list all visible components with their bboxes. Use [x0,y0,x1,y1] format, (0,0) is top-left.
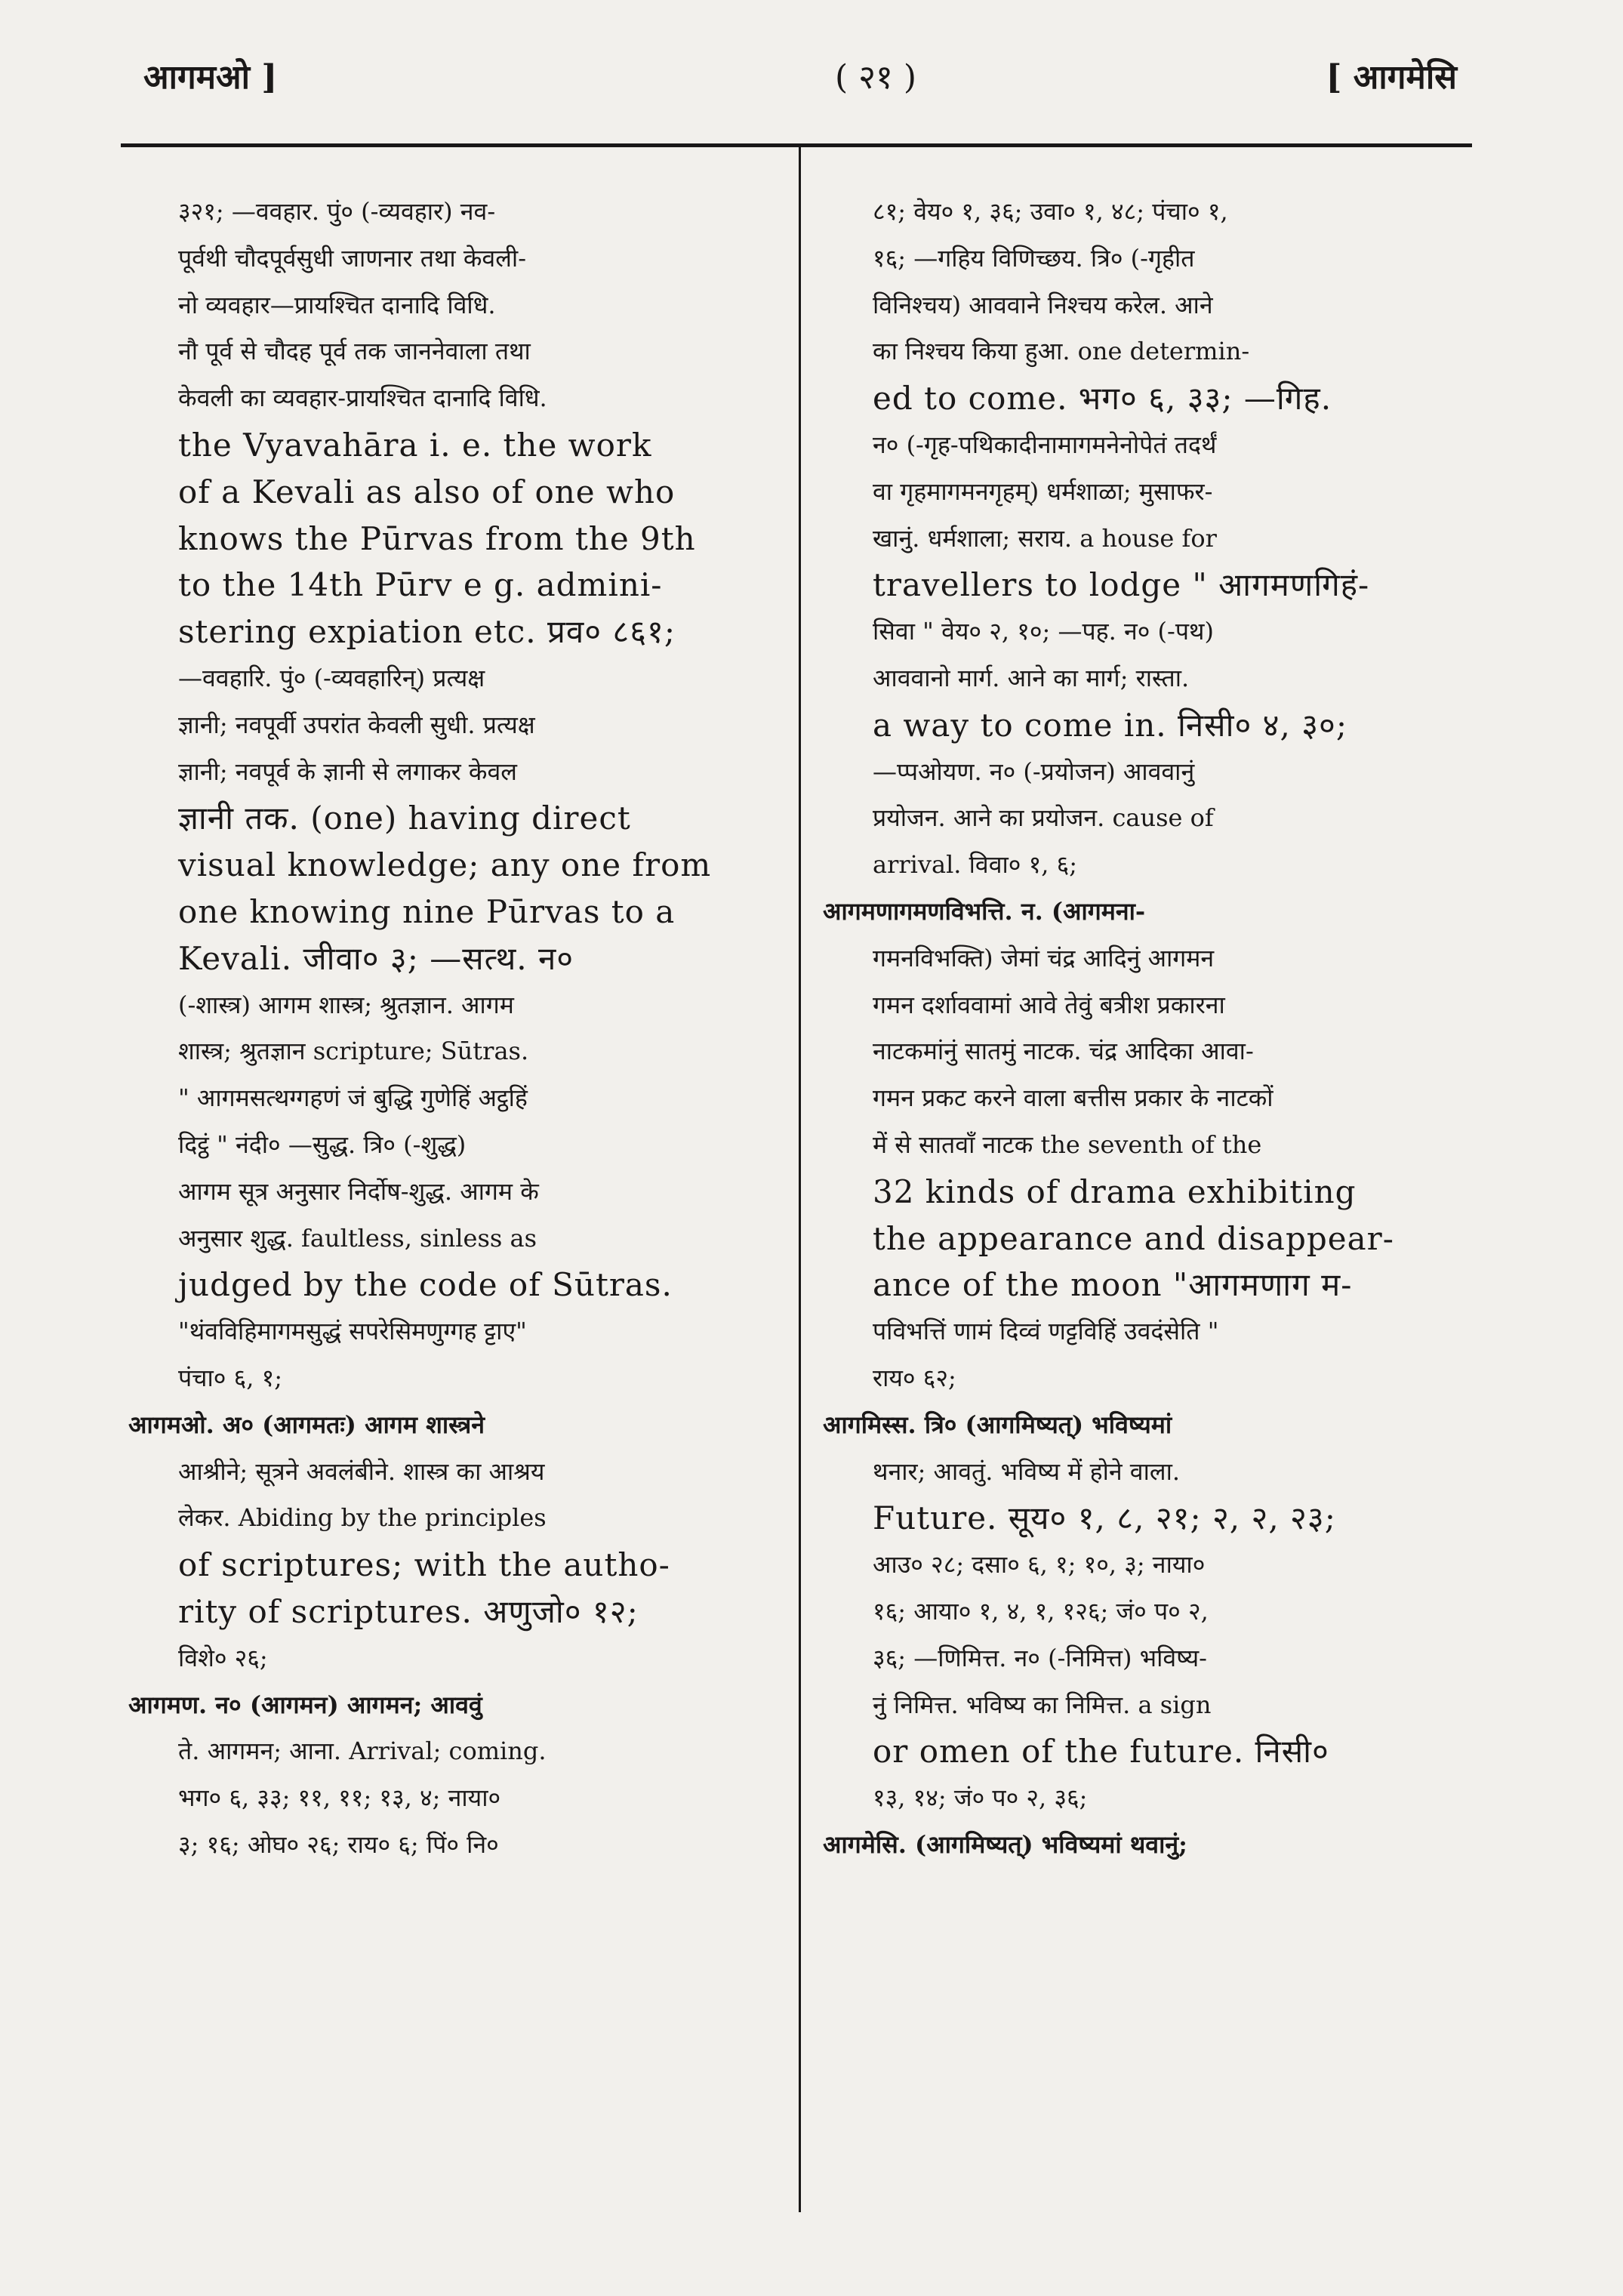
text-line: the Vyavahāra i. e. the work [178,426,652,464]
header-rule [121,143,1472,147]
text-line: —प्पओयण. न० (-प्रयोजन) आववानुं [873,757,1195,786]
page-header [121,45,1472,113]
text-line: शास्त्र; श्रुतज्ञान scripture; Sūtras. [178,1037,529,1066]
text-line: ३; १६; ओघ० २६; राय० ६; पिं० नि० [178,1829,499,1859]
text-line: the appearance and disappear- [873,1219,1394,1257]
text-line: का निश्चय किया हुआ. one determin- [873,337,1250,366]
text-line: आववानो मार्ग. आने का मार्ग; रास्ता. [873,663,1190,692]
text-line: आगम सूत्र अनुसार निर्दोष-शुद्ध. आगम के [178,1176,539,1206]
text-line: गमन दर्शाववामां आवे तेवुं बत्रीश प्रकारना [873,990,1225,1019]
text-line: आगमिस्स. त्रि० (आगमिष्यत्) भविष्यमां [823,1410,1172,1439]
text-line: गमनविभक्ति) जेमां चंद्र आदिनुं आगमन [873,943,1215,972]
text-line: सिवा " वेय० २, १०; —पह. न० (-पथ) [873,617,1214,646]
text-line: खानुं. धर्मशाला; सराय. a house for [873,523,1217,553]
text-line: आगमेसि. (आगमिष्यत्) भविष्यमां थवानुं; [823,1829,1187,1859]
text-line: ३६; —णिमित्त. न० (-निमित्त) भविष्य- [873,1643,1207,1672]
text-line: लेकर. Abiding by the principles [178,1503,547,1533]
text-line: "थंवविहिमागमसुद्धं सपरेसिमणुग्गह ट्टाए" [178,1317,527,1346]
text-line: " आगमसत्थग्गहणं जं बुद्धि गुणेहिं अट्ठहिं [178,1083,528,1113]
text-line: 32 kinds of drama exhibiting [873,1173,1357,1210]
text-line: पंचा० ६, १; [178,1363,283,1392]
text-line: १६; —गहिय विणिच्छय. त्रि० (-गृहीत [873,243,1195,273]
text-line: राय० ६२; [873,1363,956,1392]
text-line: १६; आया० १, ४, १, १२६; जं० प० २, [873,1596,1209,1626]
text-line: नो व्यवहार—प्रायश्चित दानादि विधि. [178,290,496,319]
page-number: ( २१ ) [834,58,917,97]
text-line: ज्ञानी तक. (one) having direct [178,800,631,837]
text-line: १३, १४; जं० प० २, ३६; [873,1783,1088,1813]
text-line: stering expiation etc. प्रव० ८६१; [178,613,676,651]
text-line: ance of the moon "आगमणाग म- [873,1266,1353,1304]
text-line: केवली का व्यवहार-प्रायश्चित दानादि विधि. [178,384,547,413]
text-line: नौ पूर्व से चौदह पूर्व तक जाननेवाला तथा [178,337,531,366]
text-line: of a Kevali as also of one who [178,473,676,510]
text-line: प्रयोजन. आने का प्रयोजन. cause of [873,803,1214,833]
text-line: rity of scriptures. अणुजो० १२; [178,1592,639,1630]
text-line: विशे० २६; [178,1643,268,1672]
text-line: arrival. विवा० १, ६; [873,850,1078,880]
right-column [823,189,1472,1869]
text-line: नाटकमांनुं सातमुं नाटक. चंद्र आदिका आवा- [873,1037,1254,1066]
text-line: भग० ६, ३३; ११, ११; १३, ४; नाया० [178,1783,501,1813]
text-line: judged by the code of Sūtras. [178,1266,673,1304]
text-line: —ववहारि. पुं० (-व्यवहारिन्) प्रत्यक्ष [178,663,485,692]
text-line: आश्रीने; सूत्रने अवलंबीने. शास्त्र का आश्रय [178,1456,545,1486]
text-line: visual knowledge; any one from [178,846,712,884]
text-line: ed to come. भग० ६, ३३; —गिह. [873,380,1332,418]
text-line: one knowing nine Pūrvas to a [178,892,676,930]
text-line: Kevali. जीवा० ३; —सत्थ. न० [178,939,574,977]
text-line: थनार; आवतुं. भविष्य में होने वाला. [873,1456,1181,1486]
text-line: ज्ञानी; नवपूर्वी उपरांत केवली सुधी. प्रत्यक्ष [178,710,535,739]
text-line: a way to come in. निसी० ४, ३०; [873,706,1348,744]
text-line: to the 14th Pūrv e g. admini- [178,566,663,604]
text-line: आगमण. न० (आगमन) आगमन; आववुं [128,1690,482,1719]
header-left-headword: आगमओ ] [143,58,278,97]
header-right-headword: [ आगमेसि [1326,58,1457,97]
text-line: (-शास्त्र) आगम शास्त्र; श्रुतज्ञान. आगम [178,990,514,1019]
column-divider [799,147,801,2212]
text-line: आगमणागमणविभत्ति. न. (आगमना- [823,896,1146,926]
text-line: अनुसार शुद्ध. faultless, sinless as [178,1223,537,1253]
text-line: ते. आगमन; आना. Arrival; coming. [178,1737,547,1766]
text-line: नुं निमित्त. भविष्य का निमित्त. a sign [873,1690,1212,1719]
text-line: पूर्वथी चौदपूर्वसुधी जाणनार तथा केवली- [178,243,527,273]
text-line: ज्ञानी; नवपूर्व के ज्ञानी से लगाकर केवल [178,757,517,786]
text-line: दिट्ठं " नंदी० —सुद्ध. त्रि० (-शुद्ध) [178,1130,467,1159]
left-column [128,189,781,1869]
text-line: of scriptures; with the autho- [178,1546,670,1584]
text-line: knows the Pūrvas from the 9th [178,519,696,557]
text-line: में से सातवाँ नाटक the seventh of the [873,1130,1262,1159]
text-line: न० (-गृह-पथिकादीनामागमनेनोपेतं तदर्थं [873,430,1217,459]
text-line: ८१; वेय० १, ३६; उवा० १, ४८; पंचा० १, [873,197,1228,226]
text-line: आउ० २८; दसा० ६, १; १०, ३; नाया० [873,1550,1206,1579]
text-line: travellers to lodge " आगमणगिहं- [873,566,1370,604]
text-line: पविभत्तिं णामं दिव्वं णट्टविहिं उवदंसेति " [873,1317,1219,1346]
text-line: आगमओ. अ० (आगमतः) आगम शास्त्रने [128,1410,485,1439]
text-line: गमन प्रकट करने वाला बत्तीस प्रकार के नाटकों [873,1083,1273,1113]
text-line: ३२१; —ववहार. पुं० (-व्यवहार) नव- [178,197,496,226]
text-line: Future. सूय० १, ८, २१; २, २, २३; [873,1499,1336,1537]
text-line: विनिश्चय) आववाने निश्चय करेल. आने [873,290,1213,319]
text-line: वा गृहमागमनगृहम्) धर्मशाळा; मुसाफर- [873,476,1213,506]
text-line: or omen of the future. निसी० [873,1733,1329,1771]
